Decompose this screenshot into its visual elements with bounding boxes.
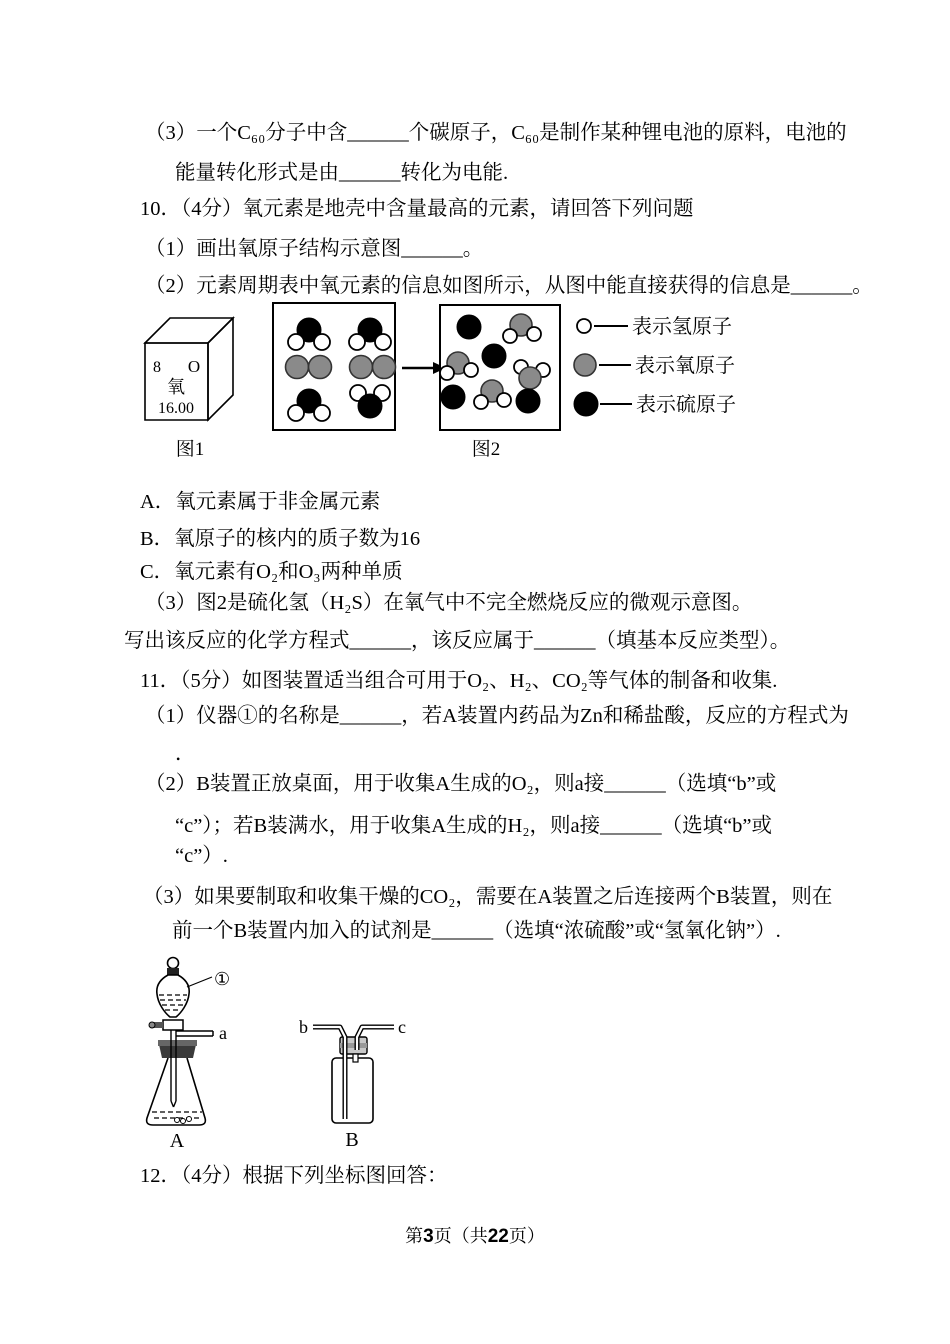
q11-part3-line1: （3）如果要制取和收集干燥的CO₂，需要在A装置之后连接两个B装置，则在 — [143, 886, 833, 908]
q10-part3-line1: （3）图2是硫化氢（H₂S）在氧气中不完全燃烧反应的微观示意图。 — [145, 592, 753, 614]
port-c-label: c — [398, 1017, 406, 1037]
atomic-number: 8 — [153, 359, 161, 376]
hydrogen-atom-icon — [577, 319, 591, 333]
q11-part1: （1）仪器①的名称是______，若A装置内药品为Zn和稀盐酸，反应的方程式为 — [145, 705, 849, 727]
oxygen-atom-icon — [574, 354, 596, 376]
q10-part1: （1）画出氧原子结构示意图______。 — [145, 238, 484, 260]
callout-1-label: ① — [214, 969, 231, 989]
footer-page-number: 3 — [423, 1226, 434, 1247]
legend-oxygen-label: 表示氧原子 — [635, 355, 735, 377]
atomic-mass: 16.00 — [158, 400, 194, 417]
q10-part3-line2: 写出该反应的化学方程式______，该反应属于______（填基本反应类型）。 — [124, 630, 791, 652]
q10-option-a: A．氧元素属于非金属元素 — [140, 491, 381, 513]
q10-part2: （2）元素周期表中氧元素的信息如图所示，从图中能直接获得的信息是______。 — [145, 275, 873, 297]
footer-mid: 页（共 — [433, 1226, 488, 1246]
element-symbol: O — [187, 357, 201, 376]
q11-part2-line1: （2）B装置正放桌面，用于收集A生成的O₂，则a接______（选填“b”或 — [145, 773, 777, 795]
footer-prefix: 第 — [405, 1226, 424, 1246]
separating-funnel — [149, 958, 189, 1031]
q11-part3-line2: 前一个B装置内加入的试剂是______（选填“浓硫酸”或“氢氧化钠”）. — [172, 920, 781, 942]
device-b-bottle — [299, 1017, 406, 1151]
q11-part2-line2: “c”）；若B装满水，用于收集A生成的H₂，则a接______（选填“b”或 — [175, 815, 773, 837]
figure2-caption: 图2 — [471, 439, 501, 460]
figure1-caption: 图1 — [175, 439, 205, 460]
sulfur-atom — [482, 344, 506, 368]
legend-sulfur-label: 表示硫原子 — [636, 394, 736, 416]
device-a-label: A — [169, 1130, 185, 1152]
figure-apparatus — [130, 955, 450, 1160]
atom-legend — [574, 315, 736, 416]
footer-total-pages: 22 — [487, 1226, 509, 1247]
page-footer — [0, 1222, 950, 1248]
q10-option-c: C．氧元素有O₂和O₃两种单质 — [140, 561, 403, 583]
q12-header: 12．（4分）根据下列坐标图回答： — [140, 1165, 448, 1187]
q11-part1-period: ． — [175, 743, 196, 765]
sulfur-atom — [441, 385, 465, 409]
q9-3-line2: 能量转化形式是由______转化为电能. — [175, 162, 509, 184]
reactant-box — [273, 303, 396, 430]
q10-header: 10．（4分）氧元素是地壳中含量最高的元素，请回答下列问题 — [140, 198, 694, 220]
element-name: 氧 — [167, 377, 185, 397]
q10-option-b: B．氧原子的核内的质子数为16 — [140, 528, 421, 550]
q11-header: 11．（5分）如图装置适当组合可用于O₂、H₂、CO₂等气体的制备和收集. — [140, 670, 778, 692]
gas-outlet-tube-a — [176, 1031, 213, 1036]
port-a-label: a — [219, 1023, 227, 1043]
port-b-label: b — [299, 1017, 308, 1037]
footer-suffix: 页） — [508, 1226, 545, 1246]
sulfur-atom — [457, 315, 481, 339]
q9-3-line1: （3）一个C₆₀分子中含______个碳原子，C₆₀是制作某种锂电池的原料，电池的 — [145, 122, 847, 144]
device-a-flask — [147, 958, 231, 1153]
sulfur-atom — [516, 389, 540, 413]
q11-part2-line3: “c”）. — [175, 845, 228, 867]
device-b-label: B — [345, 1129, 359, 1151]
product-box — [440, 305, 560, 430]
legend-hydrogen-label: 表示氢原子 — [632, 316, 732, 338]
sulfur-atom-icon — [574, 392, 598, 416]
element-cube — [145, 318, 233, 420]
figure-micro-diagram — [130, 300, 830, 495]
